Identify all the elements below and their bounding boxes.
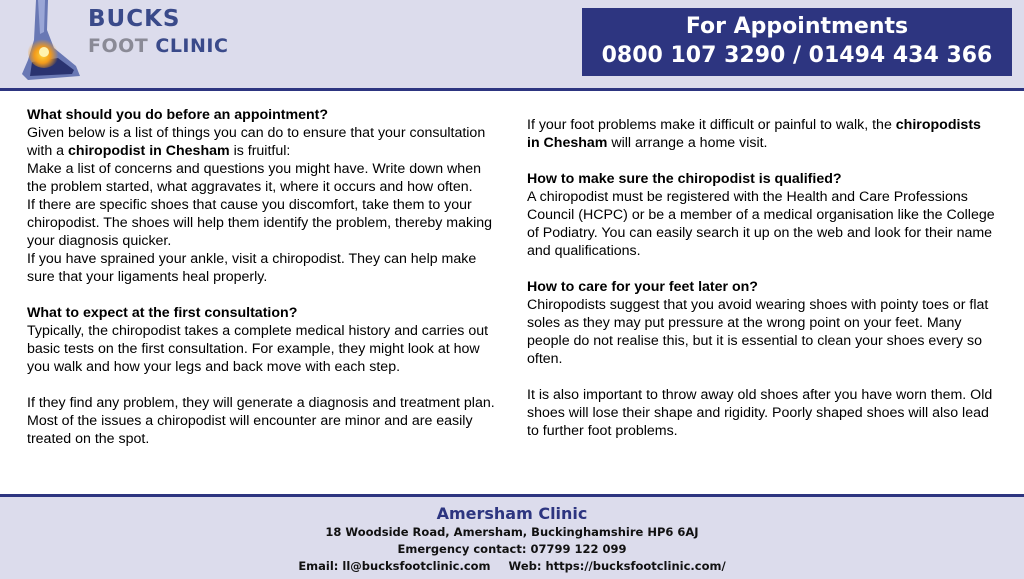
qualified-paragraph: A chiropodist must be registered with the Health and Care Professions Council (HCPC) or be a member of a medical organisation like the College of Podiatry. You can easily search it up on the web and look for their name and qualifications.: [527, 189, 995, 259]
left-column: [27, 106, 497, 448]
logo-text-bucks: BUCKS: [88, 6, 181, 32]
heading-qualified: How to make sure the chiropodist is qualified?: [527, 171, 842, 187]
appointments-title: For Appointments: [685, 14, 909, 39]
footer-web-link[interactable]: Web: https://bucksfootclinic.com/: [508, 559, 726, 573]
footer-email-link[interactable]: Email: ll@bucksfootclinic.com: [298, 559, 491, 573]
footer-clinic-title: Amersham Clinic: [436, 504, 588, 523]
footer-contact-line: [0, 558, 1024, 575]
logo-text-foot-clinic: [88, 35, 228, 57]
old-shoes-paragraph: It is also important to throw away old shoes after you have worn them. Old shoes will lose their shape and rigidity. Poorly shaped shoes will also lead to further foot problems.: [527, 387, 993, 439]
page-header: [0, 0, 1024, 91]
right-column: [527, 116, 997, 440]
page-footer: [0, 494, 1024, 579]
footer-address: 18 Woodside Road, Amersham, Buckinghamshire HP6 6AJ: [325, 525, 699, 539]
tip-sprained-ankle: If you have sprained your ankle, visit a chiropodist. They can help make sure that your ligaments heal properly.: [27, 251, 477, 285]
care-paragraph: Chiropodists suggest that you avoid wearing shoes with pointy toes or flat soles as they may put pressure at the wrong point on your feet. Many people do not realise this, but it is essential to clean your shoes every so often.: [527, 297, 989, 367]
tip-bring-shoes: If there are specific shoes that cause you discomfort, take them to your chiropodist. The shoes will help them identify the problem, thereby making your diagnosis quicker.: [27, 197, 493, 249]
intro-paragraph: Given below is a list of things you can do to ensure that your consultation with a chiropodist in Chesham is fruitful:: [27, 125, 486, 159]
footer-emergency-contact[interactable]: Emergency contact: 07799 122 099: [397, 542, 627, 556]
bucks-foot-clinic-logo[interactable]: [0, 0, 240, 88]
appointments-phone[interactable]: 0800 107 3290 / 01494 434 366: [601, 43, 993, 68]
home-visit-paragraph: If your foot problems make it difficult or painful to walk, the chiropodists in Chesham will arrange a home visit.: [527, 117, 981, 151]
logo-word-clinic: CLINIC: [155, 35, 229, 57]
foot-skeleton-icon: [14, 0, 84, 84]
first-consultation-paragraph: Typically, the chiropodist takes a complete medical history and carries out basic tests on the first consultation. For example, they might look at how you walk and how your legs and back move with each step.: [27, 323, 489, 375]
logo-word-foot: FOOT: [88, 35, 149, 57]
diagnosis-paragraph: If they find any problem, they will generate a diagnosis and treatment plan. Most of the issues a chiropodist will encounter are minor and are easily treated on the spot.: [27, 395, 495, 447]
keyword-chiropodist-in-chesham: chiropodist in Chesham: [68, 143, 230, 159]
heading-care-for-feet: How to care for your feet later on?: [527, 279, 758, 295]
tip-list-concerns: Make a list of concerns and questions you might have. Write down when the problem started, what aggravates it, where it occurs and how often.: [27, 161, 481, 195]
keyword-chiropodists-in-chesham: chiropodists in Chesham: [527, 117, 981, 151]
heading-before-appointment: What should you do before an appointment?: [27, 107, 329, 123]
heading-first-consultation: What to expect at the first consultation?: [27, 305, 298, 321]
appointments-banner: [582, 8, 1012, 76]
